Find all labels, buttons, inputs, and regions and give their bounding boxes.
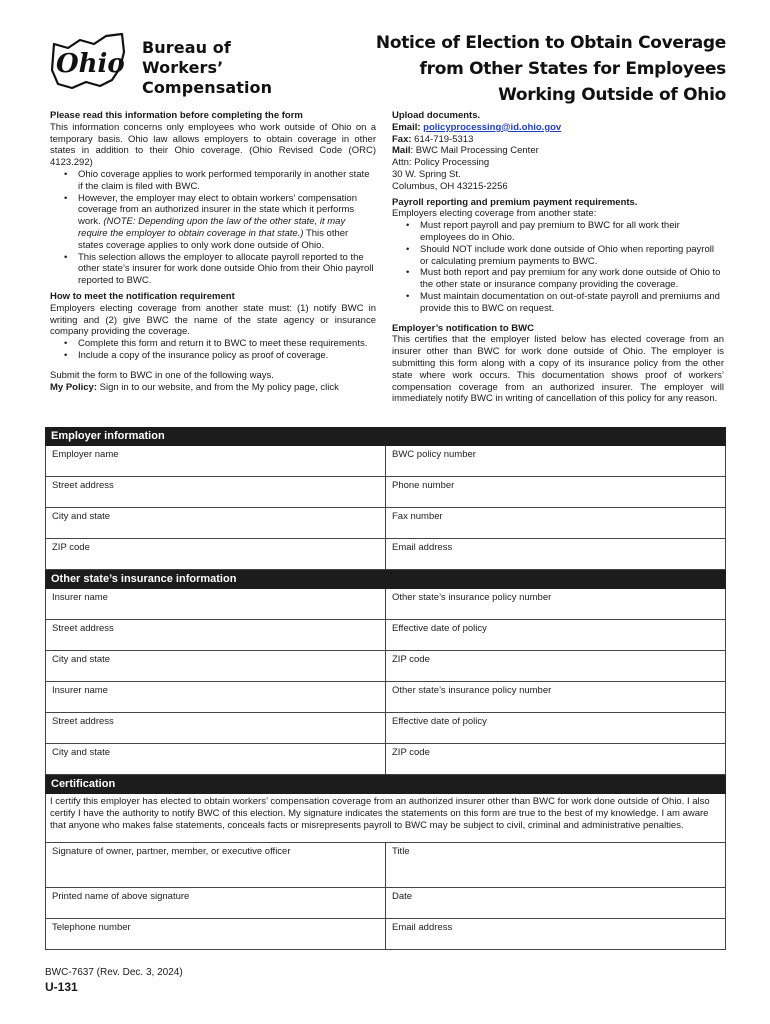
form-row <box>45 446 726 477</box>
phone-number-field[interactable]: Phone number <box>392 480 455 491</box>
employer-zip-field[interactable]: ZIP code <box>46 539 386 569</box>
insurance-section-header: Other state’s insurance information <box>45 570 726 589</box>
form-code: U-131 <box>45 980 78 994</box>
form-footer <box>45 966 183 994</box>
city-line: Columbus, OH 43215-2256 <box>392 180 508 192</box>
employer-email-field[interactable]: Email address <box>392 542 453 553</box>
effective-date-field[interactable]: Effective date of policy <box>392 623 487 634</box>
election-form <box>45 427 726 950</box>
insurance-policy-number-field-2[interactable]: Other state’s insurance policy number <box>392 685 552 696</box>
intro-heading: Please read this information before completing the form <box>50 110 303 121</box>
list-item: • This selection allows the employer to allocate payroll reported to the other state’s insurer for work done outside Ohio from their Ohio payroll reported to BWC. <box>64 252 376 287</box>
form-row <box>45 539 726 570</box>
insurer-city-state-field[interactable]: City and state <box>46 651 386 681</box>
certifier-email-field[interactable]: Email address <box>392 922 453 933</box>
attn-line: Attn: Policy Processing <box>392 157 490 169</box>
title-field[interactable]: Title <box>392 846 410 857</box>
certification-text: I certify this employer has elected to obtain workers’ compensation coverage from an authorized insurer other than BWC for work done outside of Ohio. I also certify I have the authority to notify BWC of this election. My signature indicates the statements on this form are true to the best of my knowledge. I am aware that anyone who makes false statements, conceals facts or misrepresents payroll to BWC may be subject to civil, criminal and administrative penalties. <box>45 794 726 842</box>
form-row <box>45 744 726 775</box>
payroll-heading: Payroll reporting and premium payment requirements. <box>392 196 638 208</box>
form-id: BWC-7637 (Rev. Dec. 3, 2024) <box>45 967 183 978</box>
form-title <box>366 30 726 108</box>
intro-text: This information concerns only employees who work outside of Ohio on a temporary basis. Ohio law allows employers to obtain coverage in other states in addition to their Ohio coverage. (Ohio Revised Code (ORC) 4123.292) <box>50 121 376 169</box>
upload-heading: Upload documents. <box>392 110 481 121</box>
list-item: • Must both report and pay premium for any work done outside of Ohio to the other state or insurance company providing the coverage. <box>406 267 724 291</box>
notification-bullets <box>64 338 376 362</box>
list-item: • However, the employer may elect to obtain workers’ compensation coverage from an authorized insurer in the state which it performs work. (NOTE: Depending upon the law of the other state, it may require the employer to obtain coverage in that state.) This other states coverage applies to only work done outside of Ohio. <box>64 193 376 252</box>
payroll-bullets <box>406 220 724 314</box>
title-line-2: from Other States for Employees <box>419 59 726 79</box>
employer-section-header: Employer information <box>45 427 726 446</box>
employer-notification-heading: Employer’s notification to BWC <box>392 322 534 334</box>
date-field[interactable]: Date <box>392 891 413 902</box>
certification-section-header: Certification <box>45 775 726 794</box>
list-item: • Include a copy of the insurance policy as proof of coverage. <box>64 350 376 362</box>
fax-number-field[interactable]: Fax number <box>392 511 443 522</box>
effective-date-field-2[interactable]: Effective date of policy <box>392 716 487 727</box>
bwc-policy-number-field[interactable]: BWC policy number <box>392 449 476 460</box>
insurer-street-field[interactable]: Street address <box>46 620 386 650</box>
form-row <box>45 713 726 744</box>
insurer-name-field[interactable]: Insurer name <box>46 589 386 619</box>
insurer-name-field-2[interactable]: Insurer name <box>46 682 386 712</box>
title-line-3: Working Outside of Ohio <box>498 85 726 105</box>
instructions-right-column <box>392 110 724 405</box>
notification-text: Employers electing coverage from another state must: (1) notify BWC in writing and (2) give BWC the name of the state agency or insurance company providing the coverage. <box>50 302 376 338</box>
instructions-left-column <box>50 110 376 393</box>
form-row <box>45 919 726 950</box>
employer-city-state-field[interactable]: City and state <box>46 508 386 538</box>
printed-name-field[interactable]: Printed name of above signature <box>46 888 386 918</box>
ohio-state-outline-icon <box>46 30 130 92</box>
email-line: Email: policyprocessing@id.ohio.gov <box>392 121 562 133</box>
list-item: • Complete this form and return it to BWC to meet these requirements. <box>64 338 376 350</box>
street-line: 30 W. Spring St. <box>392 168 461 180</box>
payroll-intro: Employers electing coverage from another state: <box>392 208 597 220</box>
employer-name-field[interactable]: Employer name <box>46 446 386 476</box>
insurance-policy-number-field[interactable]: Other state’s insurance policy number <box>392 592 552 603</box>
email-link[interactable]: policyprocessing@id.ohio.gov <box>423 121 562 133</box>
form-row <box>45 682 726 713</box>
submit-text: Submit the form to BWC in one of the following ways. <box>50 369 274 381</box>
list-item: • Must report payroll and pay premium to BWC for all work their employees do in Ohio. <box>406 220 724 244</box>
intro-bullets <box>64 169 376 287</box>
insurer-street-field-2[interactable]: Street address <box>46 713 386 743</box>
telephone-field[interactable]: Telephone number <box>46 919 386 949</box>
signature-field[interactable]: Signature of owner, partner, member, or executive officer <box>46 843 386 887</box>
insurer-zip-field[interactable]: ZIP code <box>392 654 430 665</box>
notification-heading: How to meet the notification requirement <box>50 290 235 302</box>
bwc-logo <box>46 30 316 97</box>
insurer-zip-field-2[interactable]: ZIP code <box>392 747 430 758</box>
logo-text: Ohio <box>56 49 125 79</box>
title-line-1: Notice of Election to Obtain Coverage <box>375 33 726 53</box>
form-row <box>45 842 726 888</box>
list-item: • Must maintain documentation on out-of-state payroll and premiums and provide this to BWC on request. <box>406 291 724 315</box>
list-item: • Should NOT include work done outside of Ohio when reporting payroll or calculating premium payments to BWC. <box>406 244 724 268</box>
agency-line-2: Compensation <box>142 78 273 97</box>
form-row <box>45 620 726 651</box>
employer-street-field[interactable]: Street address <box>46 477 386 507</box>
list-item: • Ohio coverage applies to work performed temporarily in another state if the claim is filed with BWC. <box>64 169 376 193</box>
form-row <box>45 477 726 508</box>
employer-notification-text: This certifies that the employer listed below has elected coverage from an insurer other than BWC for work done outside of Ohio. The employer is submitting this form along with a copy of its insurance policy from the other state where work occurs. This documentation shows proof of workers’ compensation coverage from an authorized insurer. The employer will immediately notify BWC in writing of cancellation of this policy for any reason. <box>392 334 724 405</box>
form-row <box>45 651 726 682</box>
mail-line: Mail: BWC Mail Processing Center <box>392 145 539 157</box>
form-row <box>45 888 726 919</box>
my-policy-text: My Policy: Sign in to our website, and from the My policy page, click <box>50 381 339 393</box>
agency-name <box>142 38 316 98</box>
form-row <box>45 508 726 539</box>
form-row <box>45 589 726 620</box>
fax-line: Fax: 614-719-5313 <box>392 133 474 145</box>
agency-line-1: Bureau of Workers’ <box>142 38 231 77</box>
insurer-city-state-field-2[interactable]: City and state <box>46 744 386 774</box>
